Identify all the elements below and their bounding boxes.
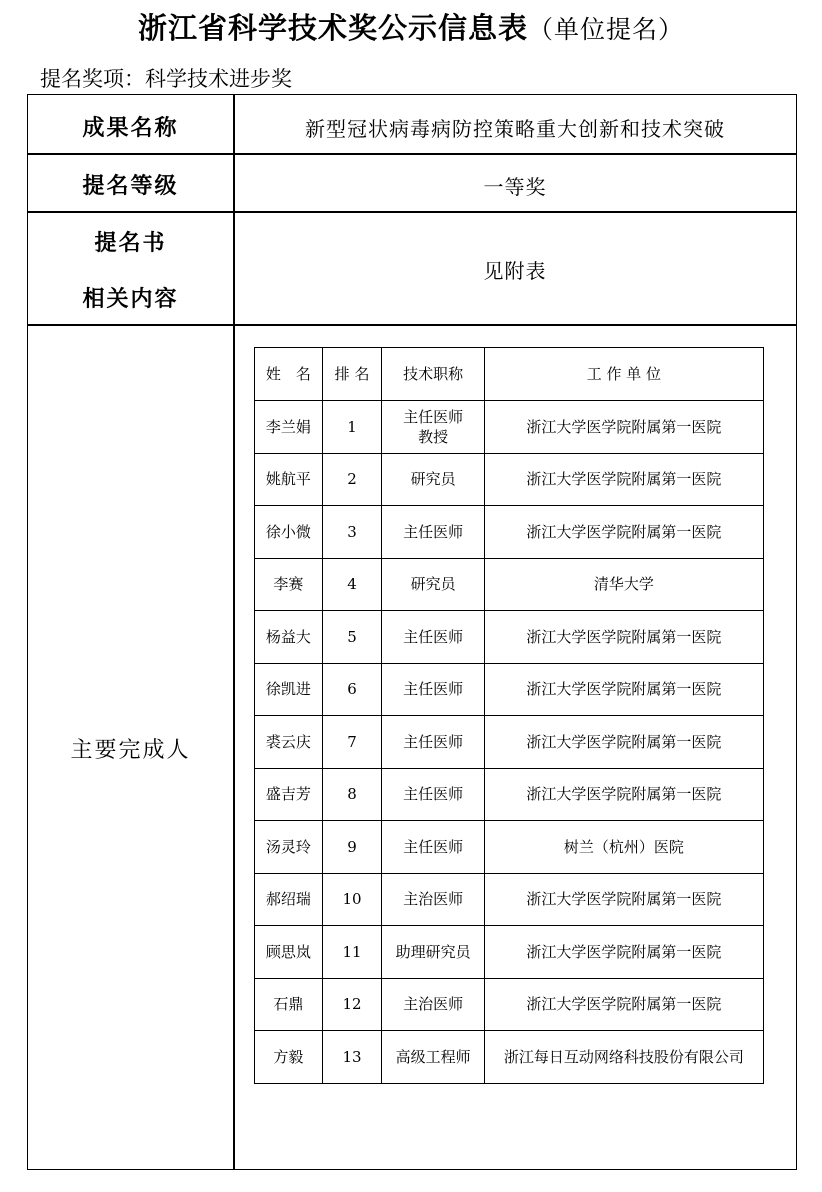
person-title: 高级工程师 (382, 1031, 484, 1084)
person-title: 主任医师 (382, 716, 484, 769)
row-divider (28, 324, 796, 326)
person-rank: 12 (322, 978, 382, 1031)
person-unit: 浙江大学医学院附属第一医院 (484, 663, 763, 716)
person-name: 郝绍瑞 (255, 873, 323, 926)
person-title: 主任医师 (382, 663, 484, 716)
person-unit: 浙江大学医学院附属第一医院 (484, 873, 763, 926)
person-title: 主任医师 (382, 611, 484, 664)
table-row (255, 506, 764, 559)
page-title (0, 6, 822, 47)
person-title: 主治医师 (382, 873, 484, 926)
achievement-label: 成果名称 (82, 116, 179, 141)
person-name: 李赛 (255, 558, 323, 611)
person-unit: 浙江大学医学院附属第一医院 (484, 506, 763, 559)
table-row (255, 821, 764, 874)
content-value: 见附表 (483, 259, 547, 283)
person-name: 李兰娟 (255, 401, 323, 454)
table-row (255, 716, 764, 769)
people-table-header (255, 348, 764, 401)
table-row (255, 873, 764, 926)
person-title (382, 401, 484, 454)
person-rank: 10 (322, 873, 382, 926)
person-rank: 8 (322, 768, 382, 821)
table-row (255, 611, 764, 664)
content-label-line1: 提名书 (94, 231, 167, 256)
person-unit: 浙江大学医学院附属第一医院 (484, 453, 763, 506)
table-row (255, 768, 764, 821)
person-name: 汤灵玲 (255, 821, 323, 874)
person-title-line2: 教授 (418, 427, 449, 446)
award-value: 科学技术进步奖 (145, 67, 292, 91)
person-rank: 13 (322, 1031, 382, 1084)
table-row (255, 1031, 764, 1084)
person-unit: 浙江大学医学院附属第一医院 (484, 768, 763, 821)
row-divider (28, 153, 796, 155)
person-rank: 3 (322, 506, 382, 559)
person-unit: 浙江大学医学院附属第一医院 (484, 978, 763, 1031)
table-row (255, 663, 764, 716)
person-rank: 4 (322, 558, 382, 611)
achievement-value: 新型冠状病毒病防控策略重大创新和技术突破 (305, 117, 725, 141)
person-name: 方毅 (255, 1031, 323, 1084)
person-title: 主任医师 (382, 821, 484, 874)
person-rank: 2 (322, 453, 382, 506)
person-rank: 5 (322, 611, 382, 664)
table-row (255, 978, 764, 1031)
person-name: 徐小微 (255, 506, 323, 559)
person-unit: 浙江大学医学院附属第一医院 (484, 401, 763, 454)
person-rank: 11 (322, 926, 382, 979)
person-title: 研究员 (382, 453, 484, 506)
award-label: 提名奖项： (40, 67, 145, 91)
level-label: 提名等级 (82, 174, 179, 199)
content-label-line2: 相关内容 (82, 287, 179, 312)
header-title: 技术职称 (382, 348, 484, 401)
people-table (254, 347, 764, 1084)
header-unit: 工 作 单 位 (484, 348, 763, 401)
person-title: 助理研究员 (382, 926, 484, 979)
person-unit: 树兰（杭州）医院 (484, 821, 763, 874)
person-name: 姚航平 (255, 453, 323, 506)
person-name: 顾思岚 (255, 926, 323, 979)
person-rank: 9 (322, 821, 382, 874)
table-row (255, 558, 764, 611)
title-main: 浙江省科学技术奖公示信息表 (137, 11, 528, 45)
person-rank: 1 (322, 401, 382, 454)
person-rank: 7 (322, 716, 382, 769)
level-value: 一等奖 (483, 175, 547, 199)
person-unit: 浙江每日互动网络科技股份有限公司 (484, 1031, 763, 1084)
person-unit: 浙江大学医学院附属第一医院 (484, 611, 763, 664)
person-rank: 6 (322, 663, 382, 716)
person-title: 主任医师 (382, 506, 484, 559)
person-title: 主任医师 (382, 768, 484, 821)
person-name: 盛吉芳 (255, 768, 323, 821)
title-suffix: （单位提名） (528, 15, 685, 44)
completers-label: 主要完成人 (70, 738, 191, 763)
award-line (40, 63, 292, 93)
person-title: 主治医师 (382, 978, 484, 1031)
header-name: 姓 名 (255, 348, 323, 401)
table-row (255, 401, 764, 454)
person-name: 杨益大 (255, 611, 323, 664)
person-unit: 浙江大学医学院附属第一医院 (484, 716, 763, 769)
person-unit: 浙江大学医学院附属第一医院 (484, 926, 763, 979)
person-unit: 清华大学 (484, 558, 763, 611)
table-row (255, 926, 764, 979)
person-name: 裘云庆 (255, 716, 323, 769)
person-name: 石鼎 (255, 978, 323, 1031)
person-title: 研究员 (382, 558, 484, 611)
person-title-line1: 主任医师 (403, 407, 464, 426)
person-name: 徐凯进 (255, 663, 323, 716)
row-divider (28, 211, 796, 213)
header-rank: 排 名 (322, 348, 382, 401)
table-row (255, 453, 764, 506)
